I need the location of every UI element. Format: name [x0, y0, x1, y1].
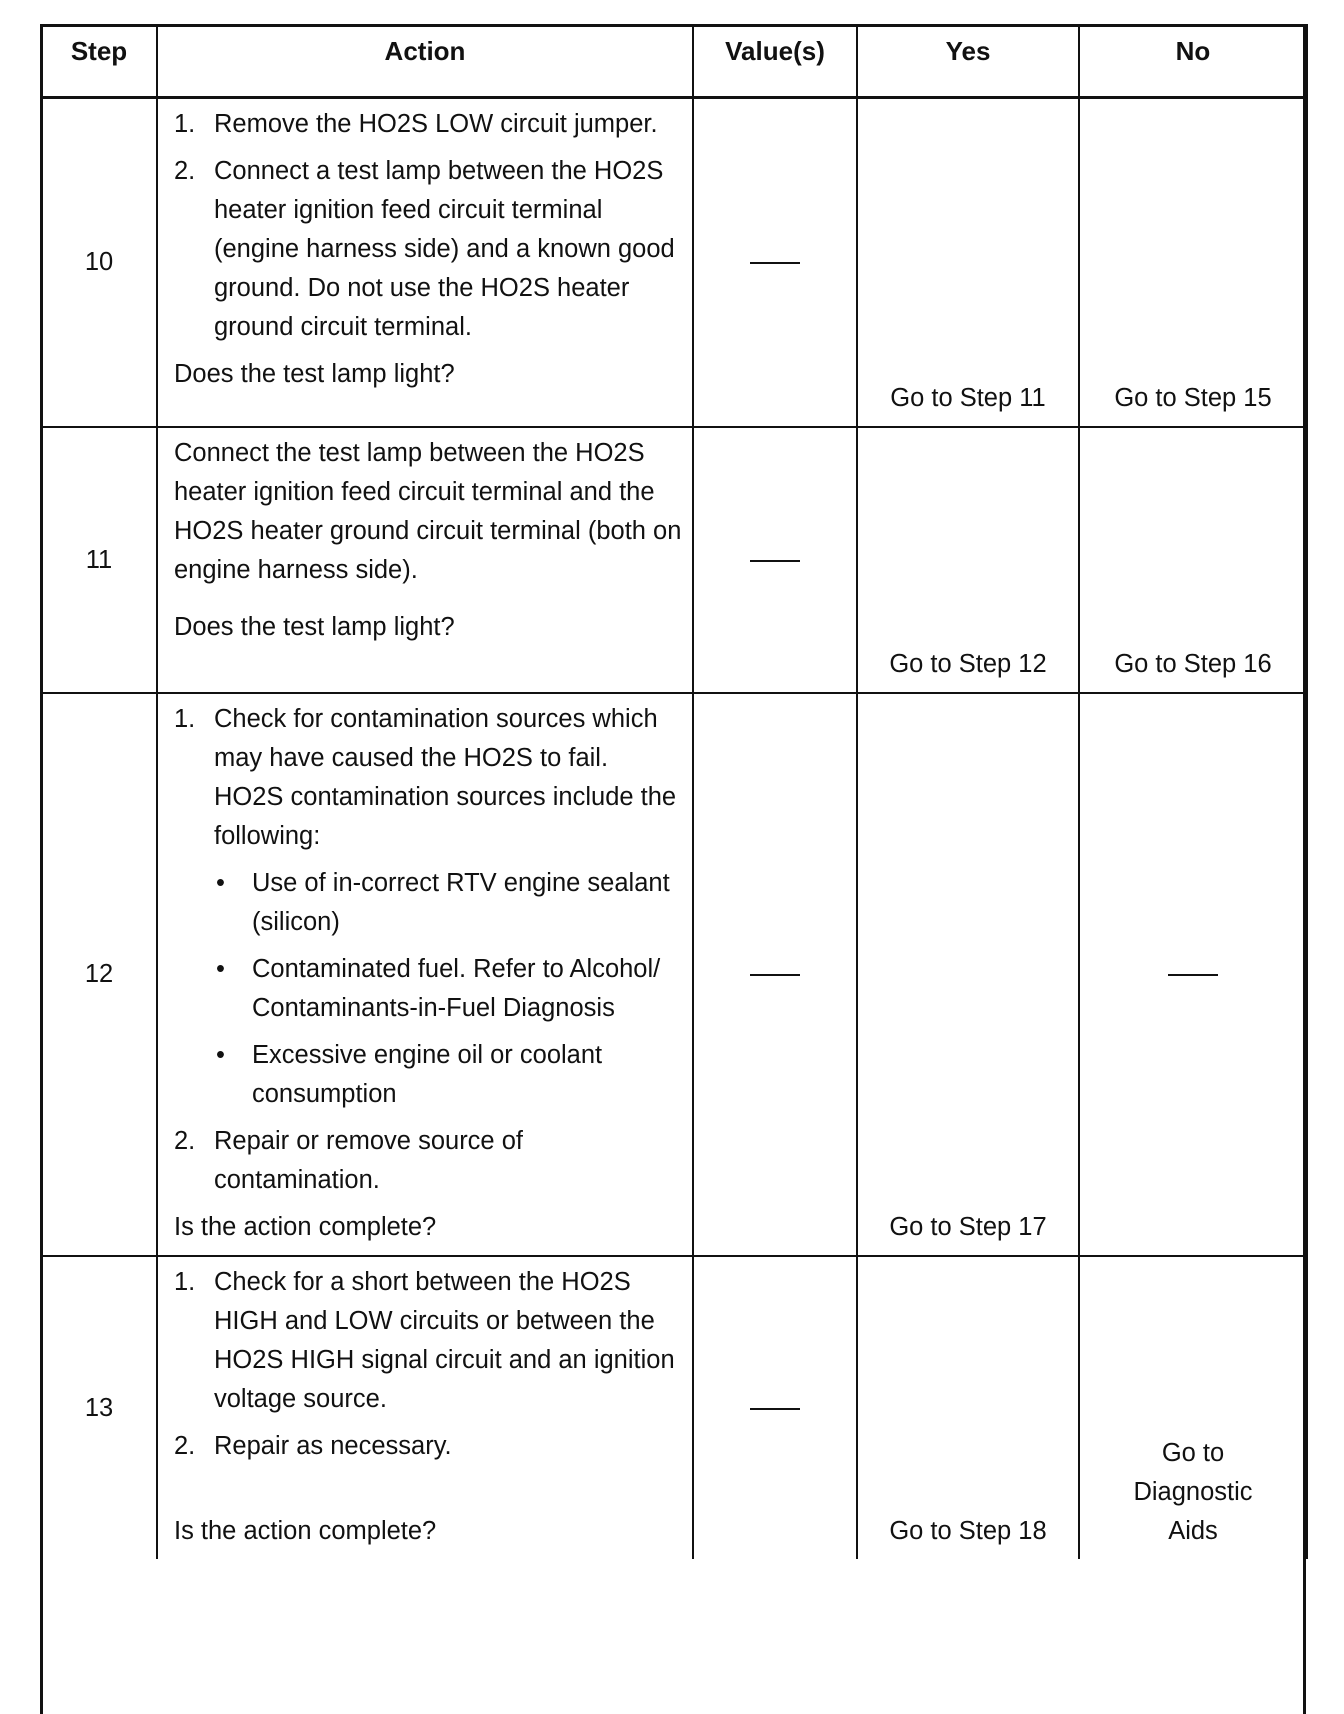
yes-cell: Go to Step 11	[857, 97, 1079, 427]
step-number: 11	[41, 427, 157, 693]
table-row-step-10	[41, 97, 1307, 427]
action-text: Connect the test lamp between the HO2S heater ignition feed circuit terminal and the HO2S heater ground circuit terminal (both on engine harness side).	[174, 439, 682, 584]
no-cell: Go to Step 16	[1079, 427, 1307, 693]
action-cell	[157, 1256, 693, 1559]
bullet-text: Excessive engine oil or coolant consumption	[252, 1041, 603, 1108]
header-step: Step	[41, 25, 157, 97]
step-number: 12	[41, 693, 157, 1256]
item-text: Connect a test lamp between the HO2S heater ignition feed circuit terminal (engine harness side) and a known good ground. Do not use the HO2S heater ground circuit terminal.	[214, 156, 675, 341]
action-cell	[157, 97, 693, 427]
action-question: Does the test lamp light?	[174, 613, 455, 641]
item-number: 1.	[174, 1268, 196, 1296]
action-cell	[157, 427, 693, 693]
item-number: 2.	[174, 1432, 196, 1460]
dash-mark	[750, 1408, 800, 1410]
bullet-icon: •	[216, 1041, 225, 1069]
table-row-step-12	[41, 693, 1307, 1256]
header-row	[41, 25, 1307, 97]
bullet-text: Use of in-correct RTV engine sealant (silicon)	[252, 869, 670, 936]
no-cell-text: Go to Diagnostic Aids	[1133, 1439, 1253, 1545]
dash-mark	[750, 560, 800, 562]
value-cell	[693, 97, 857, 427]
item-number: 2.	[174, 156, 196, 185]
action-question: Is the action complete?	[174, 1517, 437, 1545]
value-cell	[693, 693, 857, 1256]
item-text: Repair as necessary.	[214, 1432, 452, 1460]
bullet-icon: •	[216, 955, 225, 983]
bullet-text: Contaminated fuel. Refer to Alcohol/ Contaminants-in-Fuel Diagnosis	[252, 955, 661, 1022]
bullet-icon: •	[216, 869, 225, 897]
item-text: Check for a short between the HO2S HIGH and LOW circuits or between the HO2S HIGH signal circuit and an ignition voltage source.	[214, 1268, 675, 1413]
step-number: 10	[41, 97, 157, 427]
header-no: No	[1079, 25, 1307, 97]
value-cell	[693, 1256, 857, 1559]
action-item	[174, 1427, 682, 1466]
item-number: 1.	[174, 109, 196, 138]
step-number: 13	[41, 1256, 157, 1559]
header-yes: Yes	[857, 25, 1079, 97]
no-cell: Go to Step 15	[1079, 97, 1307, 427]
action-item	[174, 1122, 682, 1200]
action-item	[174, 105, 682, 144]
dash-mark	[1168, 974, 1218, 976]
yes-cell: Go to Step 18	[857, 1256, 1079, 1559]
item-text: Remove the HO2S LOW circuit jumper.	[214, 109, 658, 138]
action-question: Is the action complete?	[174, 1213, 437, 1241]
action-item	[174, 1263, 682, 1419]
item-number: 1.	[174, 705, 196, 733]
action-item	[174, 700, 682, 856]
no-cell	[1079, 693, 1307, 1256]
header-action: Action	[157, 25, 693, 97]
item-text: Check for contamination sources which may have caused the HO2S to fail. HO2S contamination sources include the following:	[214, 705, 677, 850]
diagnostic-table	[40, 24, 1308, 1559]
action-item	[174, 152, 682, 347]
action-question: Does the test lamp light?	[174, 359, 455, 388]
table-row-step-11	[41, 427, 1307, 693]
header-values: Value(s)	[693, 25, 857, 97]
action-cell	[157, 693, 693, 1256]
dash-mark	[750, 262, 800, 264]
bullet-item	[174, 864, 682, 942]
dash-mark	[750, 974, 800, 976]
item-text: Repair or remove source of contamination.	[214, 1127, 523, 1194]
item-number: 2.	[174, 1127, 196, 1155]
value-cell	[693, 427, 857, 693]
yes-cell: Go to Step 12	[857, 427, 1079, 693]
yes-cell: Go to Step 17	[857, 693, 1079, 1256]
table-row-step-13	[41, 1256, 1307, 1559]
bullet-item	[174, 950, 682, 1028]
no-cell	[1079, 1256, 1307, 1559]
bullet-item	[174, 1036, 682, 1114]
